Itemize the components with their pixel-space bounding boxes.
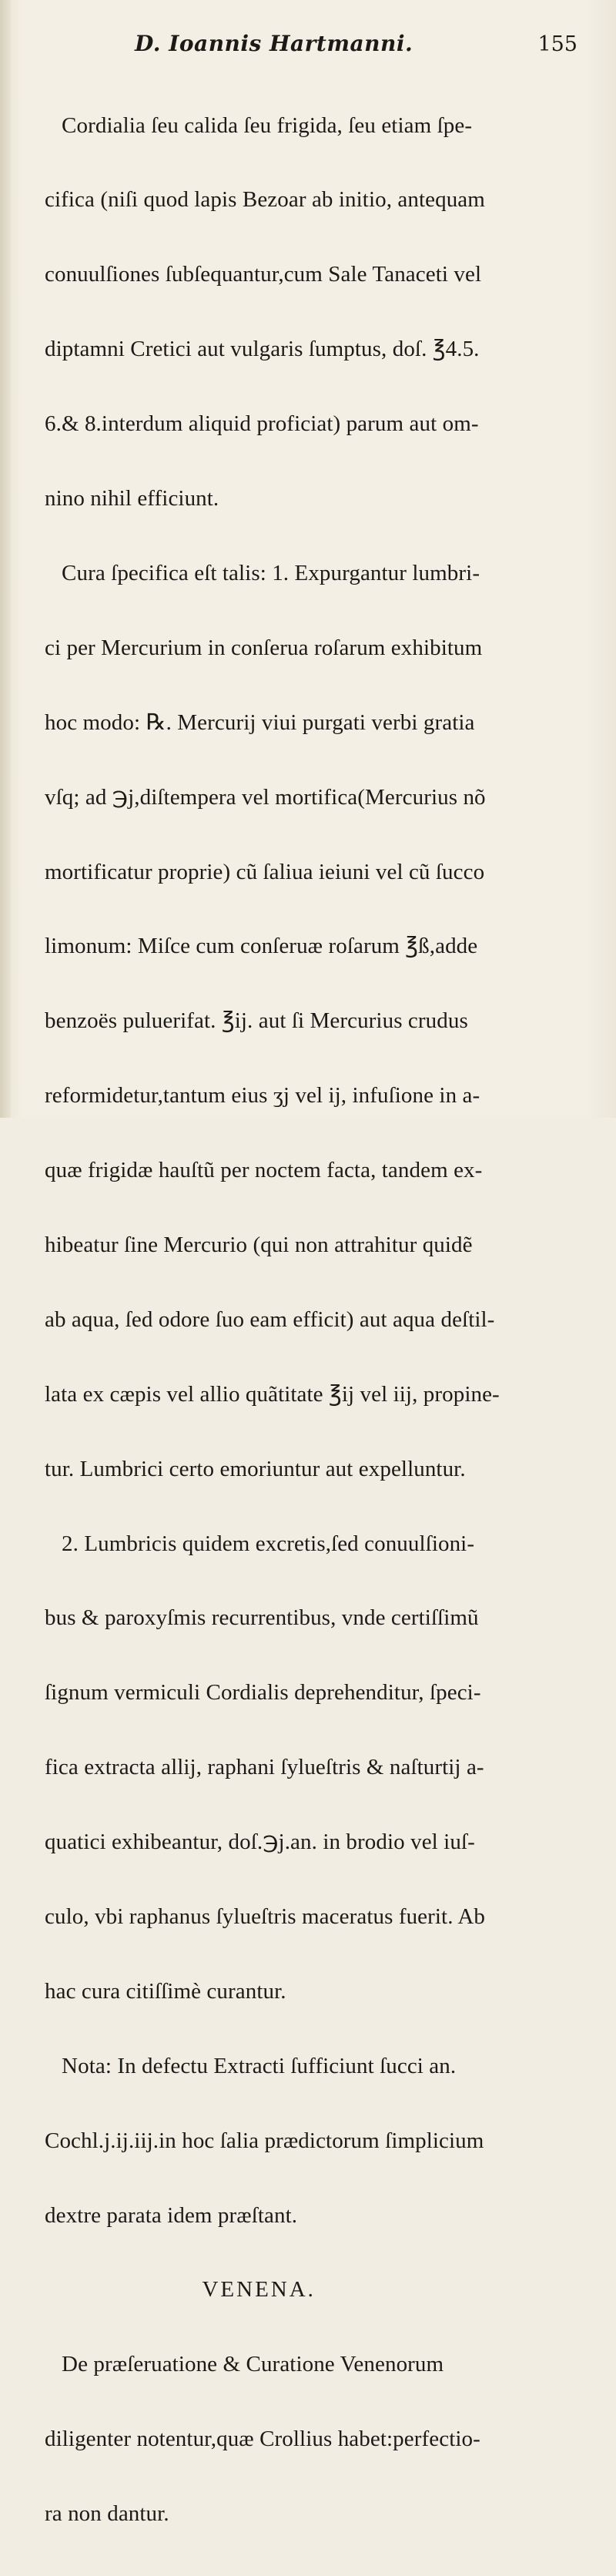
text-line: hibeatur ſine Mercurio (qui non attrahitur quidẽ xyxy=(45,1232,473,1257)
text-line: De præſeruatione & Curatione Venenorum xyxy=(45,2352,444,2377)
text-line: culo, vbi raphanus ſylueſtris maceratus fuerit. Ab xyxy=(45,1903,485,1929)
text-line: Cura ſpecifica eſt talis: 1. Expurgantur lumbri- xyxy=(45,560,480,585)
text-line: vſq; ad ℈j,diſtempera vel mortifica(Mercurius nõ xyxy=(45,784,486,810)
text-line: ra non dantur. xyxy=(45,2501,169,2527)
text-line: cifica (niſi quod lapis Bezoar ab initio, antequam xyxy=(45,187,485,213)
text-line: diptamni Cretici aut vulgaris ſumptus, doſ. ℥4.5. xyxy=(45,337,480,362)
text-line: ſignum vermiculi Cordialis deprehenditur, ſpeci- xyxy=(45,1680,481,1706)
running-head: D. Ioannis Hartmanni. xyxy=(135,31,413,56)
text-line: quæ frigidæ hauſtũ per noctem facta, tandem ex- xyxy=(45,1158,483,1183)
text-line: 2. Lumbricis quidem excretis,ſed conuulſioni- xyxy=(45,1531,475,1556)
page-header xyxy=(135,31,585,62)
text-line: reformidetur,tantum eius ʒj vel ij, infuſione in a- xyxy=(45,1083,480,1109)
body-text xyxy=(45,63,553,2576)
text-line: diligenter notentur,quæ Crollius habet:perfectio- xyxy=(45,2427,480,2452)
text-line: benzoës puluerifat. ℥ij. aut ſi Mercurius crudus xyxy=(45,1008,468,1034)
text-line: conuulſiones ſubſequantur,cum Sale Tanaceti vel xyxy=(45,262,482,287)
text-line: lata ex cæpis vel allio quãtitate ℥ij vel iij, propine- xyxy=(45,1381,500,1407)
text-line: hoc modo: ℞. Mercurij viui purgati verbi gratia xyxy=(45,709,475,735)
text-line: tur. Lumbrici certo emoriuntur aut expelluntur. xyxy=(45,1456,466,1481)
text-line: dextre parata idem præſtant. xyxy=(45,2202,298,2228)
nota-line: Nota: In defectu Extracti ſufficiunt ſucci an. xyxy=(45,2053,457,2078)
text-line: nino nihil efficiunt. xyxy=(45,486,219,512)
text-line: limonum: Miſce cum conſeruæ roſarum ℥ß,adde xyxy=(45,934,478,959)
text-line: Cordialia ſeu calida ſeu frigida, ſeu etiam ſpe- xyxy=(45,112,473,138)
text-line: Cochl.j.ij.iij.in hoc ſalia prædictorum ſimplicium xyxy=(45,2128,484,2153)
text-line: hac cura citiſſimè curantur. xyxy=(45,1978,286,2004)
page-gutter-shadow xyxy=(0,0,11,1118)
text-line: mortificatur proprie) cũ ſaliua ieiuni vel cũ ſucco xyxy=(45,859,485,884)
text-line: bus & paroxyſmis recurrentibus, vnde certiſſimũ xyxy=(45,1605,479,1631)
text-line: 6.& 8.interdum aliquid proficiat) parum aut om- xyxy=(45,411,479,437)
section-heading-venena: VENENA. xyxy=(45,2277,316,2303)
text-line: ci per Mercurium in conſerua roſarum exhibitum xyxy=(45,635,483,660)
text-line: fica extracta allij, raphani ſylueſtris & naſturtij a- xyxy=(45,1755,484,1780)
text-line: ab aqua, ſed odore ſuo eam efficit) aut aqua deſtil- xyxy=(45,1306,495,1332)
text-line: quatici exhibeantur, doſ.℈j.an. in brodio vel iuſ- xyxy=(45,1830,475,1855)
page-number: 155 xyxy=(537,32,578,56)
